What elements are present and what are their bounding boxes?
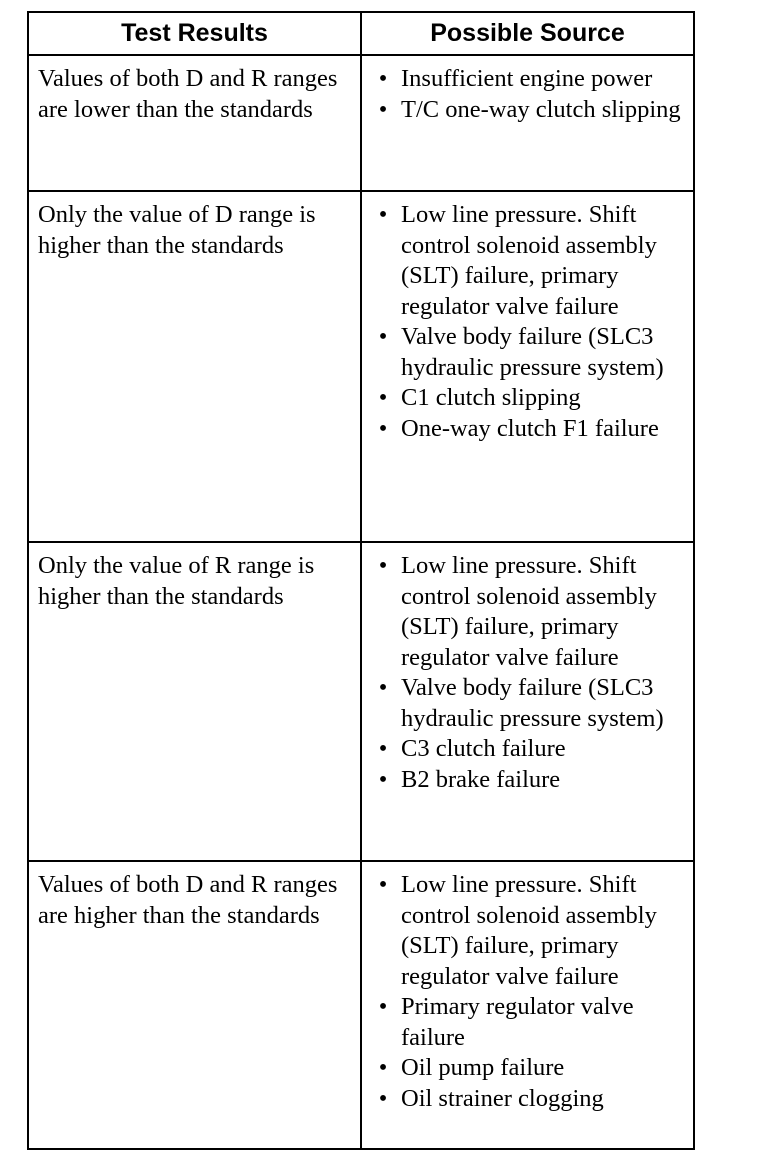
- bullet-icon: •: [378, 65, 388, 92]
- source-item: [376, 64, 687, 95]
- source-item: [376, 551, 687, 673]
- bullet-icon: •: [378, 735, 388, 762]
- bullet-icon: •: [378, 95, 388, 123]
- source-item: [376, 95, 687, 126]
- bullet-icon: •: [378, 1054, 388, 1081]
- source-item: [376, 765, 687, 796]
- source-item: [376, 1053, 687, 1084]
- source-item: [376, 992, 687, 1053]
- bullet-icon: •: [378, 552, 388, 579]
- source-list: [376, 551, 687, 795]
- source-item: [376, 870, 687, 992]
- source-item-text: C1 clutch slipping: [401, 384, 581, 411]
- source-item-text: C3 clutch failure: [401, 735, 566, 762]
- bullet-icon: •: [378, 384, 388, 411]
- source-item-text: Oil strainer clogging: [401, 1084, 604, 1112]
- test-result-cell: Only the value of R range is higher than the standards: [28, 542, 361, 861]
- header-possible-source: Possible Source: [361, 12, 694, 55]
- possible-source-cell: [361, 861, 694, 1149]
- source-item: [376, 673, 687, 734]
- source-item-text: Oil pump failure: [401, 1054, 565, 1081]
- source-item: [376, 1084, 687, 1115]
- header-test-results: Test Results: [28, 12, 361, 55]
- source-item-text: Insufficient engine power: [401, 65, 653, 92]
- source-item: [376, 200, 687, 322]
- possible-source-cell: [361, 55, 694, 191]
- source-item-text: Low line pressure. Shift control solenoid assembly (SLT) failure, primary regulator valve failure: [401, 552, 657, 671]
- bullet-icon: •: [378, 201, 388, 228]
- source-item: [376, 383, 687, 414]
- source-item: [376, 414, 687, 445]
- bullet-icon: •: [378, 765, 388, 793]
- source-item-text: B2 brake failure: [401, 765, 561, 793]
- bullet-icon: •: [378, 414, 388, 442]
- source-item-text: One-way clutch F1 failure: [401, 414, 659, 442]
- diagnosis-table: [27, 11, 695, 1150]
- bullet-icon: •: [378, 674, 388, 701]
- header-row: [28, 12, 694, 55]
- table-row: [28, 542, 694, 861]
- source-item-text: Primary regulator valve failure: [401, 993, 634, 1051]
- test-result-cell: Only the value of D range is higher than the standards: [28, 191, 361, 542]
- possible-source-cell: [361, 542, 694, 861]
- bullet-icon: •: [378, 871, 388, 898]
- source-item-text: T/C one-way clutch slipping: [401, 95, 681, 123]
- source-item-text: Valve body failure (SLC3 hydraulic pressure system): [401, 323, 664, 381]
- test-result-cell: Values of both D and R ranges are higher than the standards: [28, 861, 361, 1149]
- table-row: [28, 55, 694, 191]
- source-item-text: Low line pressure. Shift control solenoid assembly (SLT) failure, primary regulator valve failure: [401, 201, 657, 320]
- source-list: [376, 870, 687, 1114]
- bullet-icon: •: [378, 323, 388, 350]
- table-row: [28, 861, 694, 1149]
- bullet-icon: •: [378, 993, 388, 1020]
- source-item-text: Valve body failure (SLC3 hydraulic pressure system): [401, 674, 664, 732]
- source-item-text: Low line pressure. Shift control solenoid assembly (SLT) failure, primary regulator valve failure: [401, 871, 657, 990]
- source-item: [376, 734, 687, 765]
- bullet-icon: •: [378, 1084, 388, 1112]
- source-list: [376, 64, 687, 125]
- source-item: [376, 322, 687, 383]
- test-result-cell: Values of both D and R ranges are lower than the standards: [28, 55, 361, 191]
- table-row: [28, 191, 694, 542]
- source-list: [376, 200, 687, 444]
- possible-source-cell: [361, 191, 694, 542]
